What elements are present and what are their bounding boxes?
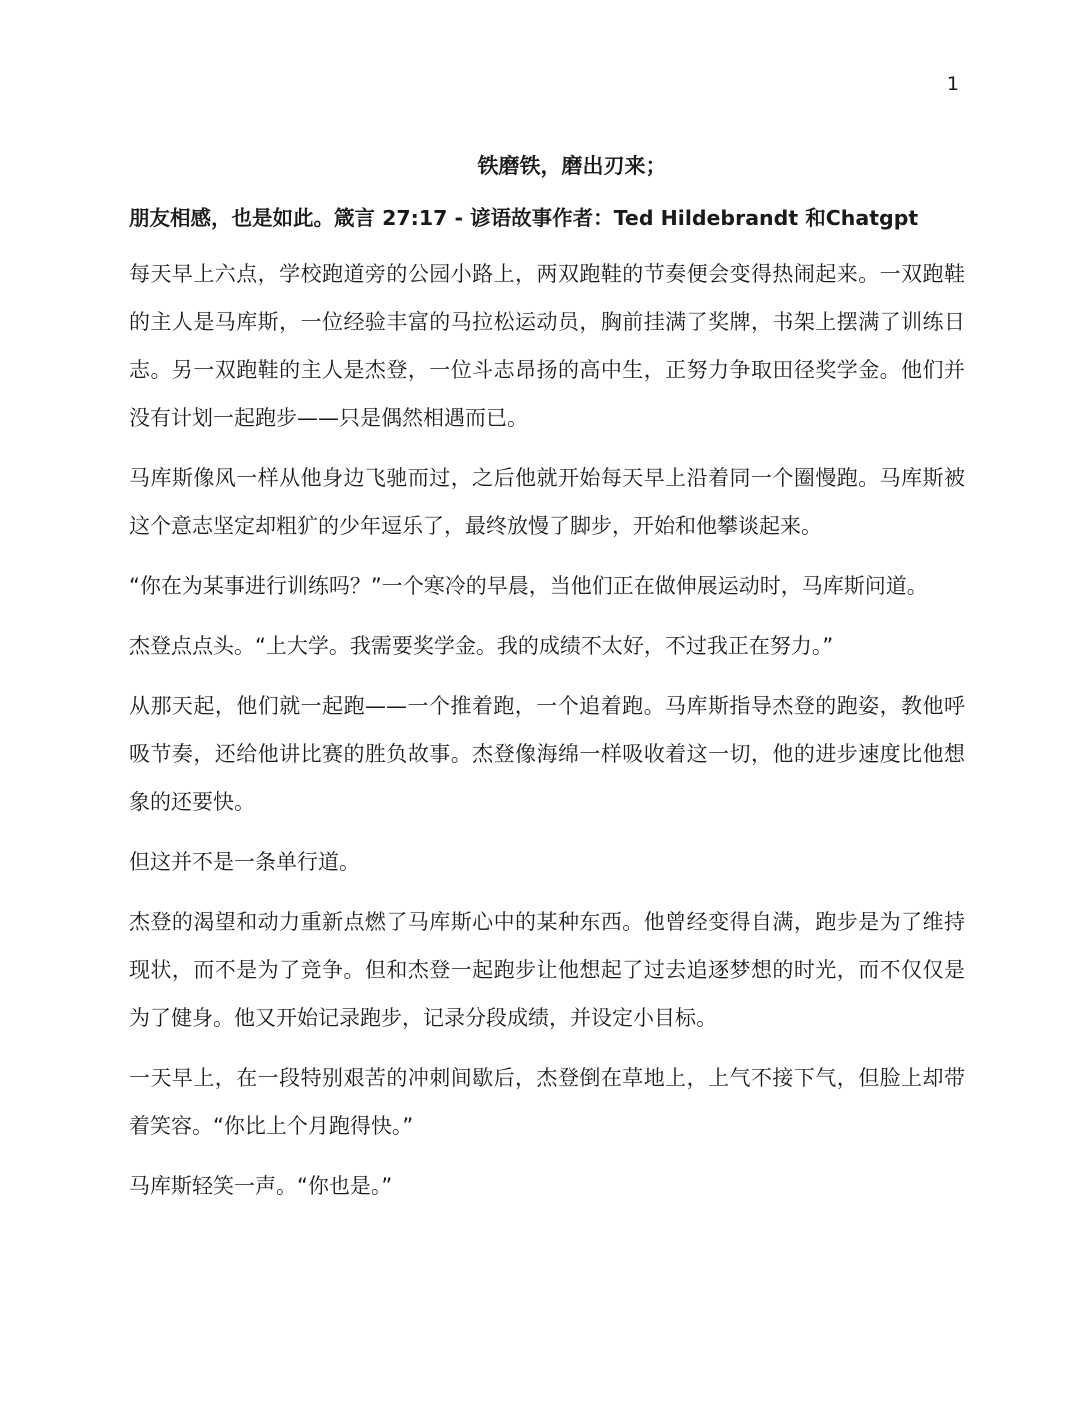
paragraph: 杰登点点头。“上大学。我需要奖学金。我的成绩不太好，不过我正在努力。” [129,634,834,658]
page-number: 1 [946,73,959,95]
paragraph: “你在为某事进行训练吗？”一个寒冷的早晨，当他们正在做伸展运动时，马库斯问道。 [129,574,928,598]
paragraph: 从那天起，他们就一起跑——一个推着跑，一个追着跑。马库斯指导杰登的跑姿，教他呼吸节奏，还给他讲比赛的胜负故事。杰登像海绵一样吸收着这一切，他的进步速度比他想象的还要快。 [129,694,965,814]
paragraph: 但这并不是一条单行道。 [129,850,360,874]
title-line-2: 朋友相感，也是如此。箴言 27:17 - 谚语故事作者：Ted Hildebrandt 和Chatgpt [129,206,919,230]
paragraph: 一天早上，在一段特别艰苦的冲刺间歇后，杰登倒在草地上，上气不接下气，但脸上却带着笑容。“你比上个月跑得快。” [129,1066,965,1138]
paragraph: 杰登的渴望和动力重新点燃了马库斯心中的某种东西。他曾经变得自满，跑步是为了维持现状，而不是为了竞争。但和杰登一起跑步让他想起了过去追逐梦想的时光，而不仅仅是为了健身。他又开始记录跑步，记录分段成绩，并设定小目标。 [129,910,965,1030]
title-line-1: 铁磨铁，磨出刃来； [477,154,667,178]
document-body [129,140,965,1210]
paragraph: 马库斯轻笑一声。“你也是。” [129,1174,393,1198]
paragraph: 每天早上六点，学校跑道旁的公园小路上，两双跑鞋的节奏便会变得热闹起来。一双跑鞋的主人是马库斯，一位经验丰富的马拉松运动员，胸前挂满了奖牌，书架上摆满了训练日志。另一双跑鞋的主人是杰登，一位斗志昂扬的高中生，正努力争取田径奖学金。他们并没有计划一起跑步——只是偶然相遇而已。 [129,262,965,430]
paragraph: 马库斯像风一样从他身边飞驰而过，之后他就开始每天早上沿着同一个圈慢跑。马库斯被这个意志坚定却粗犷的少年逗乐了，最终放慢了脚步，开始和他攀谈起来。 [129,466,965,538]
